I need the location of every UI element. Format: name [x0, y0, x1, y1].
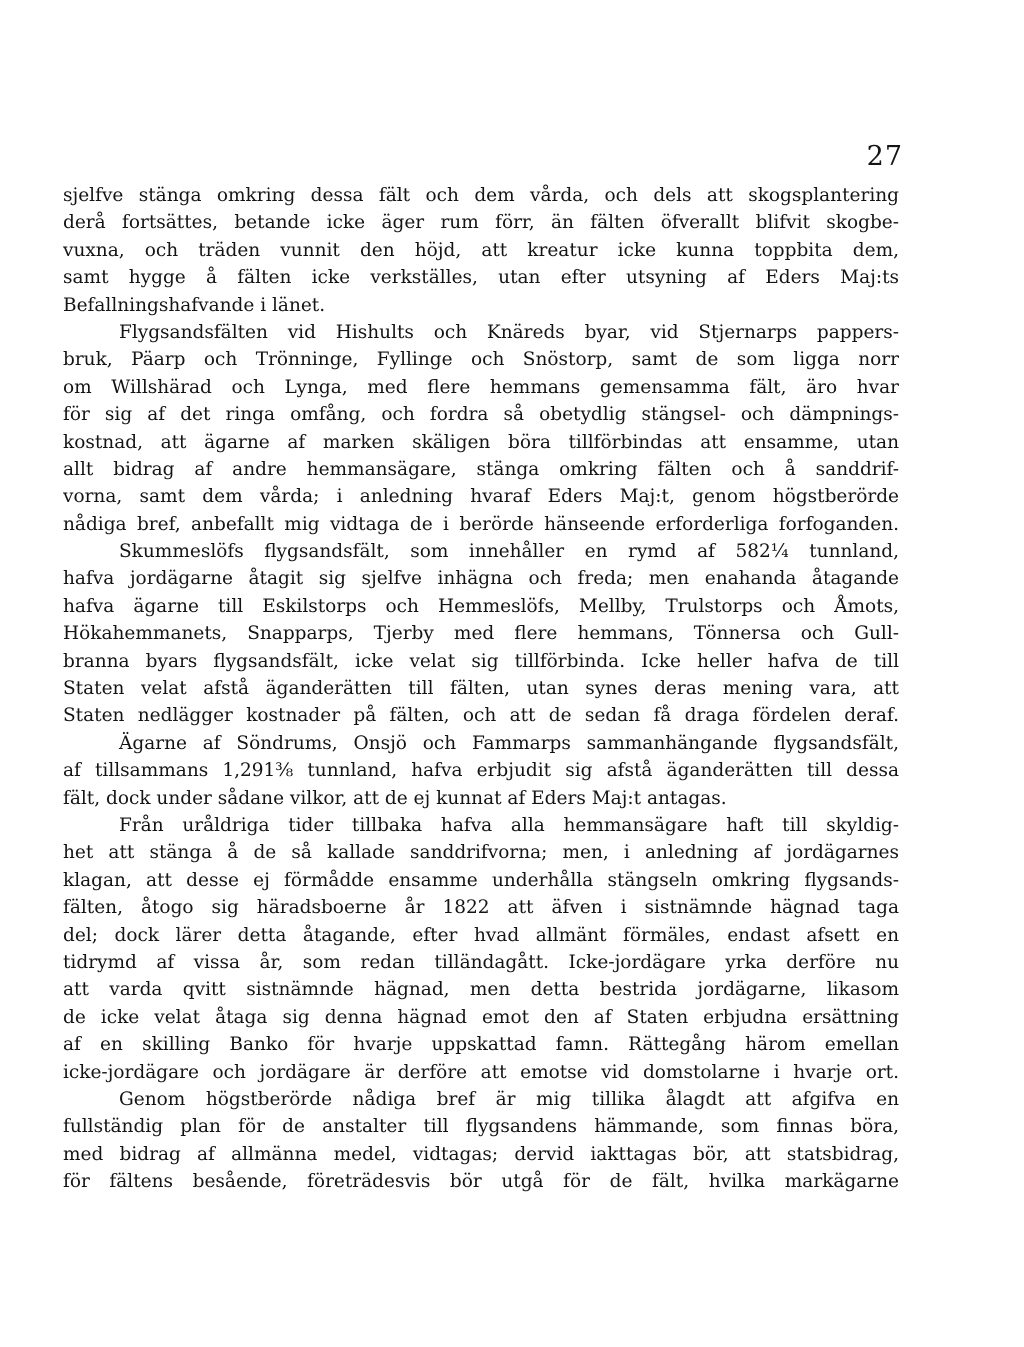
body-text [63, 182, 899, 1195]
text-line: Genom högstberörde nådiga bref är mig tillika ålagdt att afgifva en [119, 1088, 899, 1110]
text-line: för fältens besående, företrädesvis bör utgå för de fält, hvilka markägarne [63, 1171, 899, 1193]
text-line: af tillsammans 1,291⅜ tunnland, hafva erbjudit sig afstå äganderätten till dessa [63, 760, 899, 782]
text-line: vuxna, och träden vunnit den höjd, att kreatur icke kunna toppbita dem, [63, 239, 899, 261]
text-line: icke-jordägare och jordägare är derföre att emotse vid domstolarne i hvarje ort. [63, 1061, 899, 1083]
text-line: Staten nedlägger kostnader på fälten, och att de sedan få draga fördelen deraf. [63, 705, 899, 727]
text-line: af en skilling Banko för hvarje uppskattad famn. Rättegång härom emellan [63, 1034, 899, 1056]
text-line: vorna, samt dem vårda; i anledning hvaraf Eders Maj:t, genom högstberörde [63, 486, 899, 508]
text-line: Från uråldriga tider tillbaka hafva alla hemmansägare haft till skyldig- [119, 814, 899, 836]
text-line: de icke velat åtaga sig denna hägnad emot den af Staten erbjudna ersättning [63, 1006, 899, 1028]
page-number: 27 [866, 141, 903, 172]
text-line: Hökahemmanets, Snapparps, Tjerby med flere hemmans, Tönnersa och Gull- [63, 623, 899, 645]
text-line: fält, dock under sådane vilkor, att de ej kunnat af Eders Maj:t antagas. [63, 787, 727, 809]
text-line: samt hygge å fälten icke verkställes, utan efter utsyning af Eders Maj:ts [63, 267, 899, 289]
text-line: branna byars flygsandsfält, icke velat sig tillförbinda. Icke heller hafva de till [63, 650, 899, 672]
text-line: Flygsandsfälten vid Hishults och Knäreds byar, vid Stjernarps pappers- [119, 321, 899, 343]
text-line: del; dock lärer detta åtagande, efter hvad allmänt förmäles, endast afsett en [63, 924, 899, 946]
text-line: sjelfve stänga omkring dessa fält och dem vårda, och dels att skogsplantering [63, 185, 899, 206]
text-line: kostnad, att ägarne af marken skäligen böra tillförbindas att ensamme, utan [63, 431, 899, 453]
text-line: klagan, att desse ej förmådde ensamme underhålla stängseln omkring flygsands- [63, 869, 899, 891]
text-line: hafva ägarne till Eskilstorps och Hemmeslöfs, Mellby, Trulstorps och Åmots, [63, 595, 899, 617]
text-line: allt bidrag af andre hemmansägare, stänga omkring fälten och å sanddrif- [63, 458, 899, 480]
text-line: för sig af det ringa omfång, och fordra så obetydlig stängsel- och dämpnings- [63, 404, 899, 426]
text-line: Ägarne af Söndrums, Onsjö och Fammarps sammanhängande flygsandsfält, [119, 732, 899, 754]
text-line: Staten velat afstå äganderätten till fälten, utan synes deras mening vara, att [63, 678, 899, 700]
text-line: om Willshärad och Lynga, med flere hemmans gemensamma fält, äro hvar [63, 376, 899, 398]
text-line: nådiga bref, anbefallt mig vidtaga de i berörde hänseende erforderliga forfoganden. [63, 513, 899, 535]
text-line: fälten, åtogo sig häradsboerne år 1822 att äfven i sistnämnde hägnad taga [63, 897, 899, 919]
text-line: Skummeslöfs flygsandsfält, som innehåller en rymd af 582¼ tunnland, [119, 541, 899, 563]
text-line: het att stänga å de så kallade sanddrifvorna; men, i anledning af jordägarnes [63, 842, 899, 864]
text-line: fullständig plan för de anstalter till flygsandens hämmande, som finnas böra, [63, 1116, 899, 1138]
text-line: att varda qvitt sistnämnde hägnad, men detta bestrida jordägarne, likasom [63, 979, 899, 1001]
text-line: bruk, Päarp och Trönninge, Fyllinge och Snöstorp, samt de som ligga norr [63, 349, 899, 371]
text-line: tidrymd af vissa år, som redan tilländagått. Icke-jordägare yrka derföre nu [63, 951, 899, 973]
text-line: med bidrag af allmänna medel, vidtagas; dervid iakttagas bör, att statsbidrag, [63, 1143, 899, 1165]
text-line: hafva jordägarne åtagit sig sjelfve inhägna och freda; men enahanda åtagande [63, 568, 899, 590]
text-line: Befallningshafvande i länet. [63, 294, 326, 316]
text-line: derå fortsättes, betande icke äger rum förr, än fälten öfverallt blifvit skogbe- [63, 212, 899, 234]
